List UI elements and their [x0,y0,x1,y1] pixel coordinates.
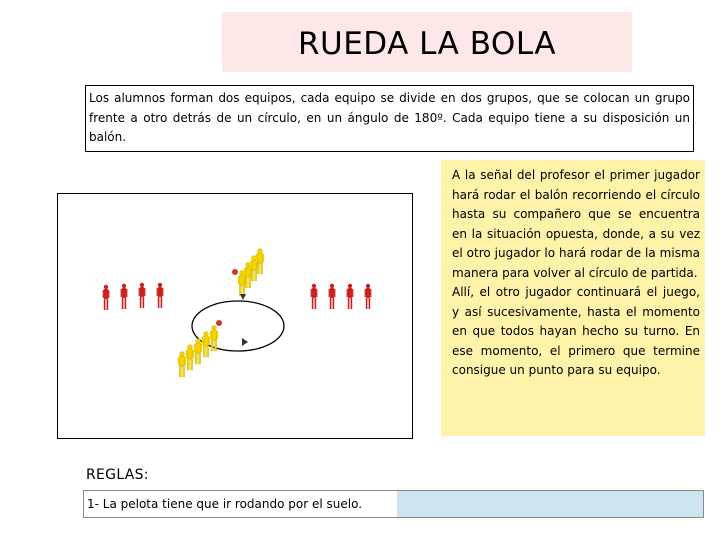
yellow-team-lower-group [178,320,222,377]
arrow-right-icon [242,338,248,346]
rule-1: 1- La pelota tiene que ir rodando por el suelo. [84,491,397,517]
arrow-down-icon [240,294,246,300]
field-drawing [58,194,412,438]
red-team-left-group [103,283,164,310]
game-instructions-box [441,160,705,436]
rules-heading: REGLAS: [86,467,149,483]
ball-icon [216,320,222,326]
yellow-team-upper-group [232,249,264,296]
slide-title: RUEDA LA BOLA [222,12,632,72]
instructions-paragraph-2: Allí, el otro jugador continuará el juego, y así sucesivamente, hasta el momento en que todos hayan hecho su turno. En ese momento, el primero que termine consigue un punto para su equipo. [452,285,700,377]
instructions-paragraph-1: A la señal del profesor el primer jugador hará rodar el balón recorriendo el círculo hasta su compañero que se encuentra en la situación opuesta, donde, a su vez el otro jugador lo hará rodar de la misma manera para volver al círculo de partida. [452,168,700,280]
intro-description: Los alumnos forman dos equipos, cada equipo se divide en dos grupos, que se colocan un grupo frente a otro detrás de un círculo, en un ángulo de 180º. Cada equipo tiene a su disposición un balón. [85,85,694,152]
red-team-right-group [311,284,372,309]
rule-box [83,490,704,518]
ball-icon [232,269,238,275]
game-field-diagram [57,193,413,439]
